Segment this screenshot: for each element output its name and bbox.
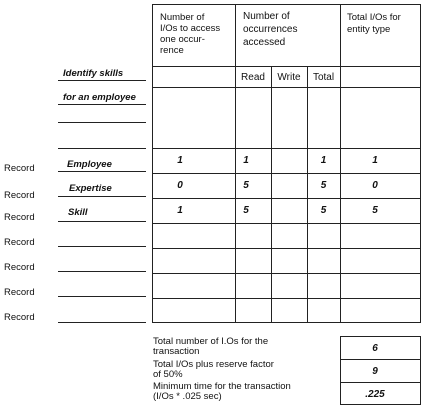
summary-reserve-label: Total I/Os plus reserve factor of 50% bbox=[153, 359, 274, 380]
ios-value: 1 bbox=[177, 155, 183, 166]
entity-name: Skill bbox=[68, 207, 88, 218]
summary-total-ios-label: Total number of I.Os for the transaction bbox=[153, 336, 269, 357]
record-label: Record bbox=[4, 262, 35, 273]
header-total-ios-entity: Total I/Os for entity type bbox=[347, 12, 401, 35]
record-label: Record bbox=[4, 163, 35, 174]
header-total: Total bbox=[312, 72, 335, 83]
total-value: 5 bbox=[320, 180, 327, 191]
header-ios-per-occurrence: Number of I/Os to access one occur- rence bbox=[160, 12, 221, 56]
record-label: Record bbox=[4, 287, 35, 298]
read-value: 1 bbox=[243, 155, 249, 166]
total-value: 5 bbox=[320, 205, 327, 216]
read-value: 5 bbox=[243, 180, 249, 191]
entity-name: Expertise bbox=[69, 183, 112, 194]
record-label: Record bbox=[4, 237, 35, 248]
summary-total-ios-value: 6 bbox=[372, 343, 378, 354]
ios-value: 0 bbox=[177, 180, 183, 191]
entity-total-value: 5 bbox=[372, 205, 378, 216]
task-line-1: Identify skills bbox=[63, 68, 124, 79]
summary-min-time-value: .225 bbox=[365, 389, 385, 400]
entity-total-value: 1 bbox=[372, 155, 378, 166]
read-value: 5 bbox=[243, 205, 249, 216]
record-label: Record bbox=[4, 312, 35, 323]
header-read: Read bbox=[241, 72, 265, 83]
record-label: Record bbox=[4, 212, 35, 223]
header-write: Write bbox=[277, 72, 301, 83]
entity-name: Employee bbox=[67, 159, 112, 170]
entity-total-value: 0 bbox=[372, 180, 378, 191]
record-label: Record bbox=[4, 190, 35, 201]
summary-reserve-value: 9 bbox=[372, 366, 378, 377]
task-line-2: for an employee bbox=[63, 92, 136, 103]
ios-value: 1 bbox=[177, 205, 183, 216]
total-value: 1 bbox=[320, 155, 327, 166]
header-occurrences-accessed: Number of occurrences accessed bbox=[243, 11, 298, 48]
summary-min-time-label: Minimum time for the transaction (I/Os * .025 sec) bbox=[153, 381, 291, 402]
